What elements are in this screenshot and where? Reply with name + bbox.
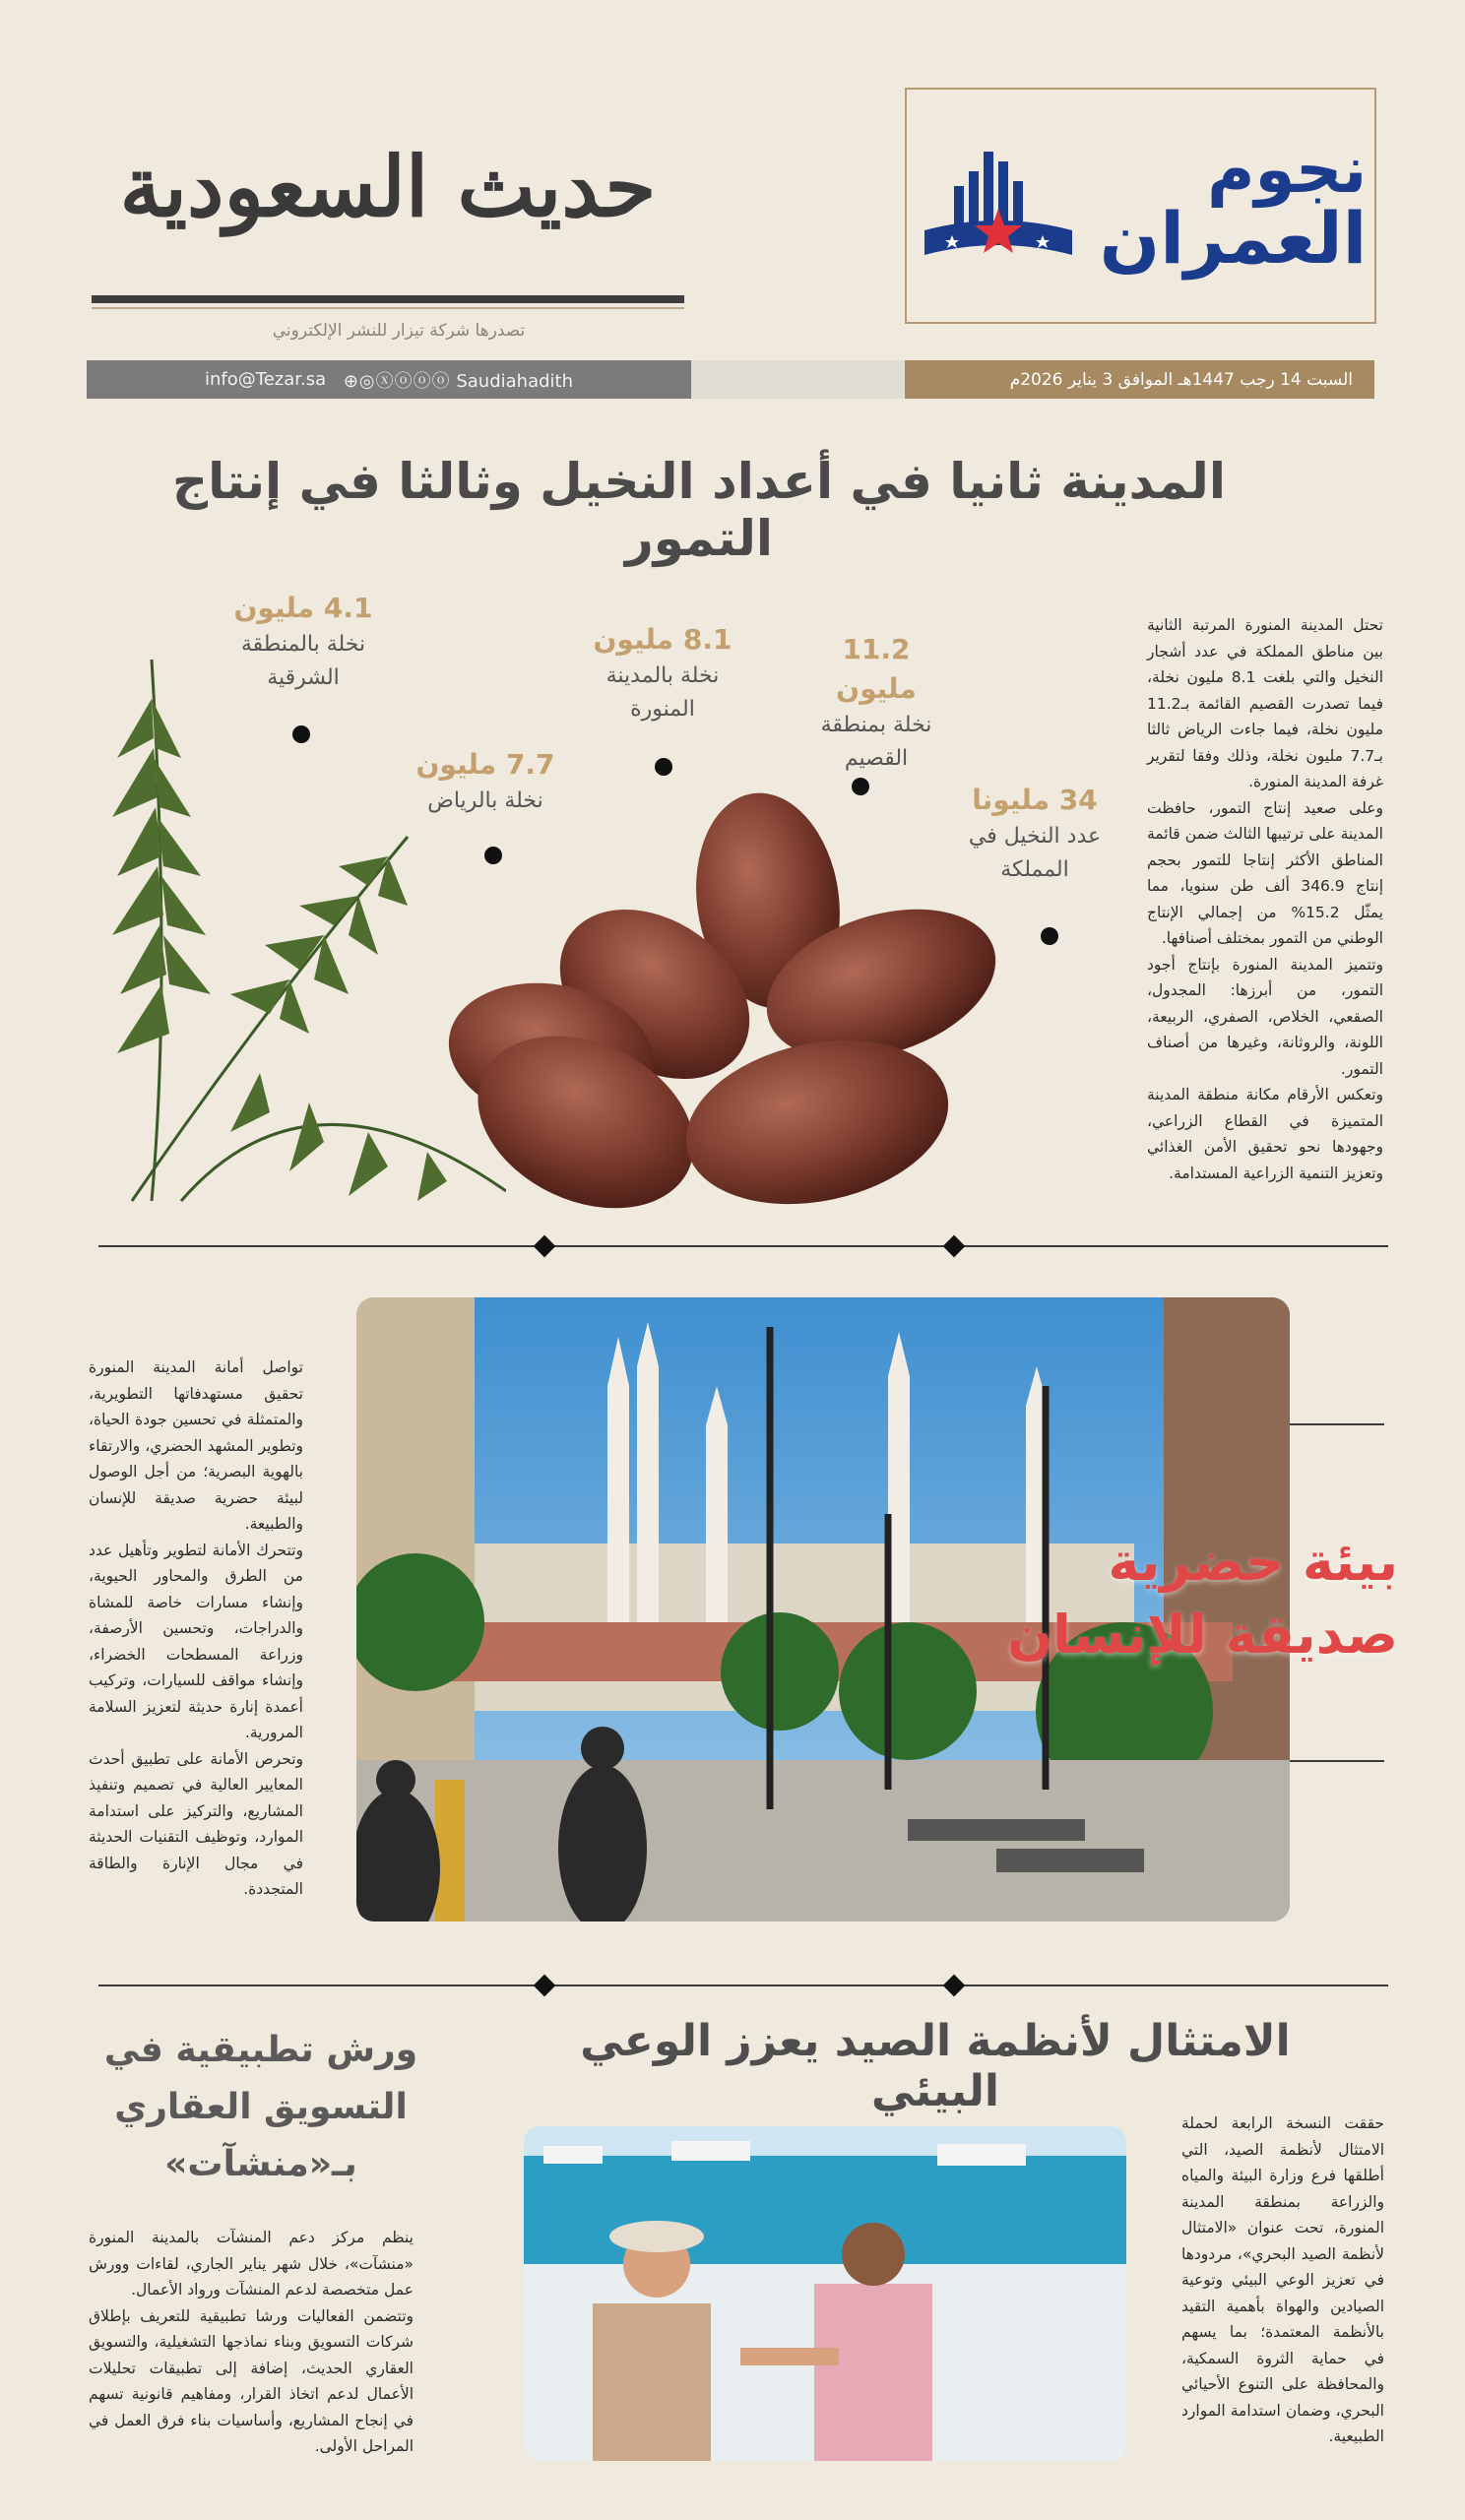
article-fishing-body [1181,2110,1384,2450]
contact-bar [87,360,691,399]
workshops-title: ورش تطبيقية في التسويق العقاري بـ«منشآت» [103,2030,418,2184]
stat-value: 8.1 مليون [593,623,732,656]
overlay-rule [1290,1423,1384,1425]
stat-marker-dot [655,758,672,776]
divider-diamond [534,1235,556,1258]
article-workshops-body [89,2225,414,2460]
stat-label: نخلة بالمدينة المنورة [605,663,720,722]
stat-label: نخلة بالمنطقة الشرقية [240,632,366,690]
paragraph: وتتحرك الأمانة لتطوير وتأهيل عدد من الطرق والمحاور الحيوية، وإنشاء مسارات خاصة للمشاة والدراجات، وتحسين الأرصفة، وزراعة المسطحات الخضراء، وإنشاء مواقف للسيارات، وتركيب أعمدة إنارة حديثة لتعزيز السلامة المرورية. [89,1541,303,1741]
stat-eastern [224,589,382,695]
masthead-rule-thin [92,307,684,309]
paragraph: وتتضمن الفعاليات ورشا تطبيقية للتعريف بإطلاق شركات التسويق وبناء نماذجها التشغيلية، والتسويق العقاري الحديث، إضافة إلى تطبيقات تحليلات الأعمال لدعم اتخاذ القرار، ومفاهيم قانونية تسهم في إنجاح المشاريع، وأساسيات بناء فرق العمل في المراحل الأولى. [89,2306,414,2455]
paragraph: تحتل المدينة المنورة المرتبة الثانية بين مناطق المملكة في عدد أشجار النخيل والتي بلغت 8.1 مليون نخلة، فيما تصدرت القصيم القائمة بـ11.2 مليون نخلة، فيما جاءت الرياض ثالثا بـ7.7 مليون نخلة، وذلك وفقا لتقرير غرفة المدينة المنورة. [1147,616,1383,790]
fishing-port-photo [524,2126,1126,2461]
paragraph: حققت النسخة الرابعة لحملة الامتثال لأنظمة الصيد، التي أطلقها فرع وزارة البيئة والمياه والزراعة بمنطقة المدينة المنورة، تحت عنوان «الامتثال لأنظمة الصيد البحري»، مردودها في تعزيز الوعي البيئي وتوعية الصيادين والهواة بأهمية التقيد بالأنظمة المعتمدة؛ بما يسهم في حماية الثروة السمكية، والمحافظة على التنوع الأحيائي البحري، وضمان استدامة الموارد الطبيعية. [1181,2114,1384,2445]
info-bar-spacer [691,360,905,399]
stat-kingdom [961,781,1109,887]
paragraph: وتحرص الأمانة على تطبيق أحدث المعايير العالية في تصميم وتنفيذ المشاريع، والتركيز على استدامة الموارد، وتوظيف التقنيات الحديثة في مجال الإنارة والطاقة المتجددة. [89,1749,303,1898]
stat-value: 11.2 مليون [836,633,917,705]
social-handle[interactable]: Saudiahadith [456,370,573,392]
paragraph: وعلى صعيد إنتاج التمور، حافظت المدينة على ترتيبها الثالث ضمن قائمة المناطق الأكثر إنتاجا للتمور بحجم إنتاج 346.9 ألف طن سنويا، مما يمثّل 15.2% من إجمالي الإنتاج الوطني من التمور بمختلف أصنافها. [1147,798,1384,947]
article-urban-body [89,1354,303,1903]
divider-diamond [943,1975,966,1997]
paragraph: وتعكس الأرقام مكانة منطقة المدينة المتميزة في القطاع الزراعي، وجهودها نحو تحقيق الأمن الغذائي وتعزيز التنمية الزراعية المستدامة. [1147,1086,1383,1182]
stat-label: نخلة بالرياض [427,788,543,813]
title-line: صديقة للإنسان [1007,1604,1398,1666]
divider-diamond [943,1235,966,1258]
newspaper-title: حديث السعودية [119,138,657,235]
stat-madinah [589,620,736,726]
stat-label: عدد النخيل في المملكة [968,824,1102,882]
section-divider [98,1245,1388,1247]
masthead-rule [92,295,684,303]
section-divider [98,1984,1388,1986]
stat-marker-dot [1041,927,1058,945]
divider-diamond [534,1975,556,1997]
stat-riyadh [412,745,559,818]
stat-value: 34 مليونا [972,784,1098,816]
paragraph: تواصل أمانة المدينة المنورة تحقيق مستهدفاتها التطويرية، والمتمثلة في تحسين جودة الحياة، وتطوير المشهد الحضري، والارتقاء بالهوية البصرية؛ من أجل الوصول لبيئة حضرية صديقة للإنسان والطبيعة. [89,1358,303,1533]
brand-name [1099,132,1368,280]
brand-line1: نجوم [1207,132,1368,208]
publisher-line: تصدرها شركة تيزار للنشر الإلكتروني [272,321,526,341]
stat-marker-dot [852,778,869,795]
stat-value: 4.1 مليون [233,592,373,624]
skyline-logo-icon [915,132,1082,280]
paragraph: وتتميز المدينة المنورة بإنتاج أجود التمور، من أبرزها: المجدول، الصقعي، الخلاص، الصفري، الربيعة، اللونة، والروثانة، وغيرها من أصناف التمور. [1147,955,1383,1078]
brand-line2: العمران [1099,197,1368,280]
headline-fishing: الامتثال لأنظمة الصيد يعزز الوعي البيئي [580,2016,1291,2116]
email-link[interactable]: info@Tezar.sa [205,369,327,390]
stat-label: نخلة بمنطقة القصيم [820,713,932,771]
urban-article-title [975,1526,1398,1671]
social-icons[interactable]: ⊕◎ⓧⓞⓞⓞ [343,370,451,392]
headline-dates: المدينة ثانيا في أعداد النخيل وثالثا في إنتاج التمور [172,453,1226,567]
issue-date: السبت 14 رجب 1447هـ الموافق 3 يناير 2026م [1009,369,1353,390]
title-line: بيئة حضرية [1108,1531,1398,1593]
brand-logo-box [905,88,1376,324]
dates-fruit-image [433,768,1014,1211]
stat-value: 7.7 مليون [415,748,555,781]
stat-qassim [797,630,955,776]
stat-marker-dot [292,725,310,743]
date-bar [905,360,1374,399]
overlay-rule [1290,1760,1384,1762]
stat-marker-dot [484,847,502,864]
paragraph: ينظم مركز دعم المنشآت بالمدينة المنورة «منشآت»، خلال شهر يناير الجاري، لقاءات وورش عمل متخصصة لدعم المنشآت ورواد الأعمال. [89,2229,414,2299]
article-dates-body [1147,612,1383,1186]
